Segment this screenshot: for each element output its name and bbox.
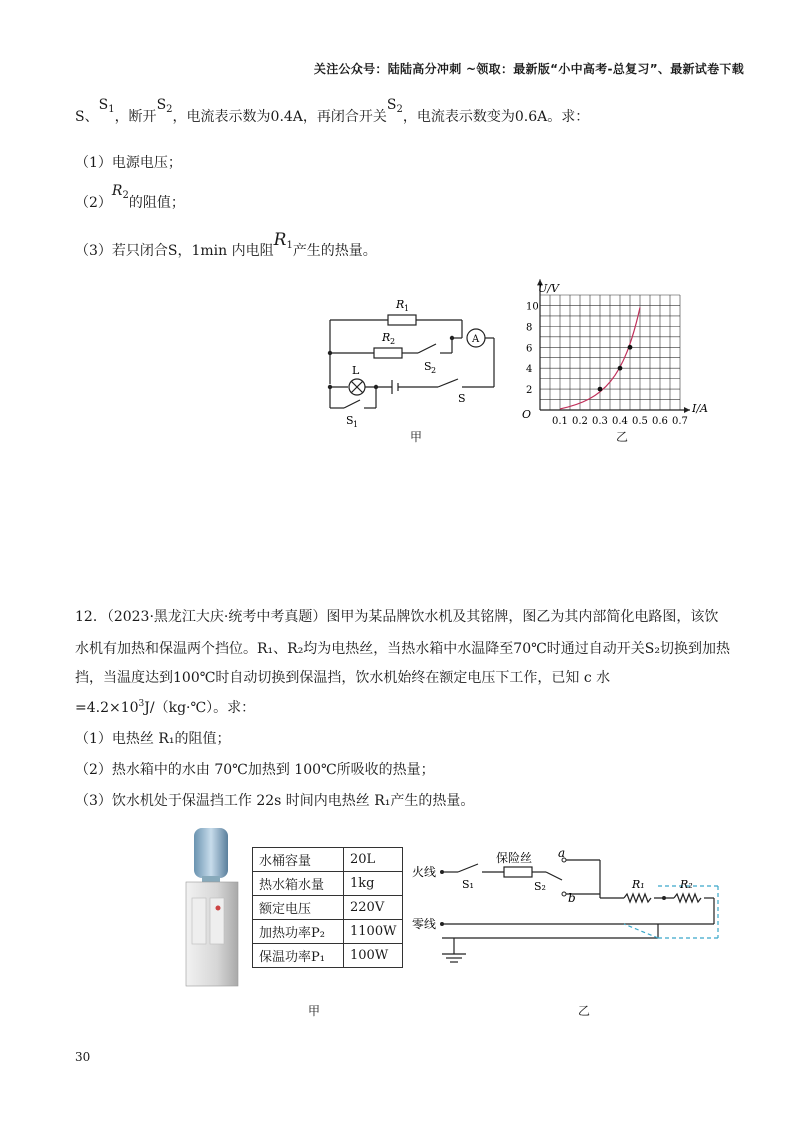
q11-circuit-diagram (318, 290, 504, 446)
q12-part2: （2）热水箱中的水由 70℃加热到 100℃所吸收的热量； (75, 762, 435, 778)
label-s: S (458, 392, 466, 405)
x-tick-label: 0.2 (572, 416, 588, 427)
y-tick-label: 10 (526, 301, 539, 313)
label-r2-sub: 2 (390, 337, 396, 346)
x-tick-label: 0.7 (672, 416, 688, 427)
page-number: 30 (75, 1050, 91, 1064)
spec-value: 1kg (344, 872, 403, 896)
x-tick-label: 0.3 (592, 416, 608, 427)
x-axis-label: I/A (692, 402, 708, 415)
label-s2: S₂ (534, 880, 546, 893)
spec-value: 20L (344, 848, 403, 872)
spec-table (252, 847, 403, 968)
q12-figure-caption-left: 甲 (308, 1004, 321, 1018)
spec-label: 热水箱水量 (253, 872, 344, 896)
q12-line2: 水机有加热和保温两个挡位。R₁、R₂均为电热丝，当热水箱中水温降至70℃时通过自动开关S₂切换到加热 (75, 641, 730, 657)
label-s1-sub: 1 (353, 420, 359, 429)
origin-label: O (522, 408, 532, 421)
water-dispenser-image (180, 822, 244, 990)
label-s2: S (424, 360, 432, 373)
spec-table-row (253, 848, 403, 872)
spec-table-row (253, 872, 403, 896)
label-r1-sub: 1 (404, 304, 410, 313)
data-point (628, 345, 633, 350)
label-neutral-wire: 零线 (412, 917, 437, 931)
label-s1: S (346, 414, 354, 427)
y-tick-label: 2 (526, 385, 533, 397)
q12-line1: 12．（2023·黑龙江大庆·统考中考真题）图甲为某品牌饮水机及其铭牌，图乙为其内部简化电路图，该饮 (75, 609, 719, 625)
label-s2-sub: 2 (431, 366, 437, 375)
x-tick-label: 0.1 (552, 416, 568, 427)
q11-intro: S、$S^1$，断开$S^2$，电流表示数为0.4A，再闭合开关$S^2$，电流表示数变为0.6A。求： (75, 97, 590, 125)
q12-part1: （1）电热丝 R₁的阻值； (75, 731, 231, 747)
spec-label: 水桶容量 (253, 848, 344, 872)
label-lamp: L (352, 364, 360, 377)
label-s1: S₁ (462, 878, 474, 891)
data-point (618, 366, 623, 371)
q12-circuit-diagram (412, 848, 724, 972)
spec-table-row (253, 944, 403, 968)
q11-part1: （1）电源电压； (75, 155, 182, 171)
label-live-wire: 火线 (412, 865, 437, 879)
q11-part2: $(2)R^2$的阻值； (75, 183, 185, 211)
data-point (598, 387, 603, 392)
y-tick-label: 4 (526, 364, 533, 376)
y-tick-label: 6 (526, 343, 533, 355)
x-tick-label: 0.5 (632, 416, 648, 427)
label-r2: R₂ (680, 878, 693, 891)
page-header: 关注公众号：陆陆高分冲刺 ~领取：最新版“小中高考-总复习”、最新试卷下载 (313, 62, 744, 76)
q12-part3: （3）饮水机处于保温挡工作 22s 时间内电热丝 R₁产生的热量。 (75, 793, 475, 809)
spec-label: 额定电压 (253, 896, 344, 920)
q12-figure-caption-right: 乙 (578, 1004, 591, 1018)
q11-figure-caption-right: 乙 (616, 430, 629, 444)
q12-line4: $=4.2\times 10^3J/(kg\cdot℃)$。求： (75, 699, 256, 716)
label-fuse: 保险丝 (496, 851, 533, 865)
label-ammeter: A (472, 334, 480, 345)
spec-label: 保温功率P₁ (253, 944, 344, 968)
q11-figure-caption-left: 甲 (410, 430, 423, 444)
spec-table-row (253, 920, 403, 944)
spec-table-row (253, 896, 403, 920)
q12-line3: 挡，当温度达到100℃时自动切换到保温挡，饮水机始终在额定电压下工作，已知 c 水 (75, 670, 611, 686)
ui-chart (516, 280, 726, 427)
spec-value: 1100W (344, 920, 403, 944)
label-b: b (568, 891, 576, 905)
spec-value: 220V (344, 896, 403, 920)
q11-part3: （3）若只闭合S，1min 内电阻$R^1$产生的热量。 (75, 230, 377, 259)
label-a: a (558, 846, 566, 860)
label-r2: R (382, 331, 391, 344)
x-tick-label: 0.6 (652, 416, 668, 427)
x-axis-arrow (684, 407, 690, 413)
spec-value: 100W (344, 944, 403, 968)
x-tick-label: 0.4 (612, 416, 628, 427)
label-r1: R (396, 298, 405, 311)
spec-label: 加热功率P₂ (253, 920, 344, 944)
y-axis-label: U/V (538, 282, 559, 295)
y-tick-label: 8 (526, 322, 533, 334)
label-r1: R₁ (632, 878, 645, 891)
